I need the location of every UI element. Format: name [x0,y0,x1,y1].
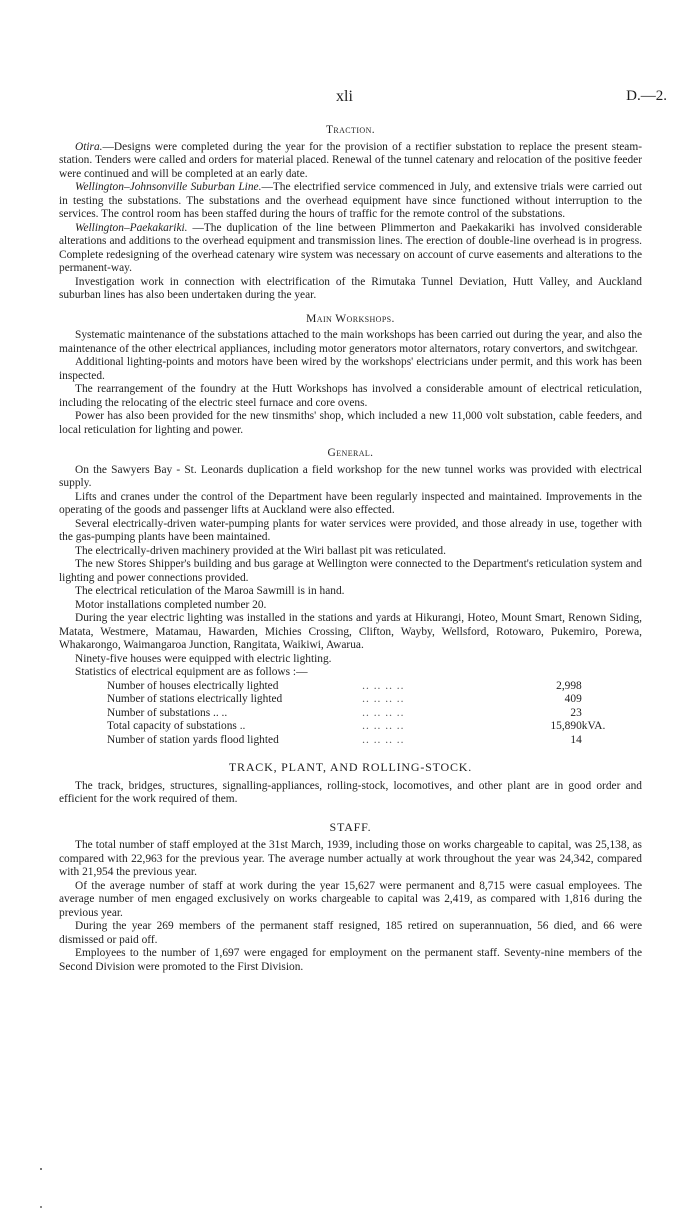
stat-label: Number of substations .. .. [107,706,228,719]
stat-value-cell [528,720,627,734]
stat-leader: .. .. .. .. [362,720,405,732]
table-row [107,734,627,748]
paragraph: Motor installations completed number 20. [75,598,267,611]
paragraph: Statistics of electrical equipment are as follows :— [75,666,308,678]
paragraph-text: —The duplication of the line between Plimmerton and Paekakariki has involved considerable alterations and additions to the overhead equipment and transmission lines. The erection of double-line overhead is in progress. Complete redesigning of the overhead catenary wire system was necessary on account of curve easements and alterations to the permanent-way. [59,221,642,274]
table-row [107,680,627,694]
stat-label: Total capacity of substations .. [107,720,246,732]
paragraph: The electrically-driven machinery provided at the Wiri ballast pit was reticulated. [75,544,446,557]
spacer [59,437,642,447]
stat-value: 409 [564,693,582,705]
paragraph: On the Sawyers Bay - St. Leonards duplication a field workshop for the new tunnel works was provided with electrical supply. [59,463,642,489]
stat-value: 23 [570,706,582,719]
paragraph: The rearrangement of the foundry at the Hutt Workshops has involved a considerable amount of electrical reticulation, including the relocating of the electric steel furnace and core ovens. [59,383,642,409]
section-heading-staff: STAFF. [329,819,372,834]
stat-value-cell [528,693,627,707]
paragraph: Lifts and cranes under the control of the Department have been regularly inspected and maintained. Improvements in the operating of the goods and passenger lifts at Auckland were also effected. [59,490,642,516]
stat-label: Number of houses electrically lighted [107,679,279,692]
stat-leader: .. .. .. .. [362,693,405,705]
section-heading-general: General. [327,447,374,459]
spacer [59,747,642,761]
statistics-table [107,680,627,748]
paragraph [59,276,642,303]
paragraph [59,141,642,182]
table-row [107,707,627,721]
table-row [107,693,627,707]
scan-speck [40,1168,42,1170]
paragraph: Of the average number of staff at work during the year 15,627 were permanent and 8,715 were casual employees. The average number of men engaged exclusively on works chargeable to capital was 2,419, as compared with 1,816 during the previous year. [59,879,642,919]
page-header [0,90,700,110]
stat-value: 15,890 [550,720,582,732]
section-heading-traction: Traction. [325,124,376,136]
stat-leader: .. .. .. .. [362,706,405,719]
paragraph [59,222,642,276]
paragraph-lead: Otira. [75,140,103,153]
page-number: xli [336,88,353,105]
stat-leader: .. .. .. .. [362,679,405,692]
paragraph-lead: Wellington–Paekakariki. [75,221,188,234]
stat-unit: kVA. [581,720,606,732]
stat-value: 2,998 [556,679,582,692]
paragraph: Power has also been provided for the new tinsmiths' shop, which included a new 11,000 volt substation, cable feeders, and local reticulation for lighting and power. [59,410,642,436]
stat-value-cell [528,707,627,721]
paragraph: The electrical reticulation of the Maroa Sawmill is in hand. [75,585,345,597]
spacer [59,807,642,821]
page-body [59,124,642,974]
spacer [59,303,642,313]
stat-label: Number of stations electrically lighted [107,693,283,705]
paragraph: During the year electric lighting was installed in the stations and yards at Hikurangi, Hoteo, Mount Smart, Renown Siding, Matata, Westmere, Matamau, Hawarden, Michies Crossing, Clifton, Wayby, Wellsford, Rotowaro, Pukemiro, Porewa, Whakarongo, Waimangaroa Junction, Rangitata, Waikiwi, Awarua. [59,612,642,651]
paragraph: The total number of staff employed at the 31st March, 1939, including those on works chargeable to capital, was 25,138, as compared with 22,963 for the previous year. The average number actually at work throughout the year was 24,342, compared with 21,954 the previous year. [59,839,642,878]
paragraph: Several electrically-driven water-pumping plants for water services were provided, and those already in use, together with the gas-pumping plants have been maintained. [59,517,642,543]
section-heading-track-plant: TRACK, PLANT, AND ROLLING-STOCK. [228,760,473,774]
stat-value-cell [528,734,627,748]
paragraph: The new Stores Shipper's building and bus garage at Wellington were connected to the Department's reticulation system and lighting and power connections provided. [59,558,642,584]
document-reference: D.—2. [626,88,667,104]
paragraph-text: —The electrified service commenced in July, and extensive trials were carried out in testing the substations. The substations and the overhead equipment have since functioned without interruption to the services. The control room has been staffed during the hours of traffic for the remote control of the substations. [59,181,642,220]
paragraph-lead: Wellington–Johnsonville Suburban Line. [75,181,262,193]
scan-speck [40,1206,42,1208]
paragraph: Ninety-five houses were equipped with electric lighting. [75,652,332,665]
paragraph [59,181,642,222]
stat-leader: .. .. .. .. [362,733,405,746]
paragraph: Additional lighting-points and motors have been wired by the workshops' electricians under permit, and this work has been inspected. [59,356,642,382]
paragraph: The track, bridges, structures, signalling-appliances, rolling-stock, locomotives, and other plant are in good order and efficient for the work required of them. [59,779,642,805]
paragraph: Employees to the number of 1,697 were engaged for employment on the permanent staff. Seventy-nine members of the Second Division were promoted to the First Division. [59,947,642,973]
stat-value-cell [528,680,627,694]
paragraph: Systematic maintenance of the substations attached to the main workshops has been carried out during the year, and also the maintenance of the other electrical appliances, including motor generators motor alternators, rotary convertors, and switchgear. [59,329,642,355]
paragraph-text: Investigation work in connection with electrification of the Rimutaka Tunnel Deviation, Hutt Valley, and Auckland suburban lines has also been undertaken during the year. [59,275,642,301]
table-row [107,720,627,734]
stat-label: Number of station yards flood lighted [107,733,279,746]
stat-value: 14 [570,733,582,746]
paragraph: During the year 269 members of the permanent staff resigned, 185 retired on superannuation, 56 died, and 66 were dismissed or paid off. [59,920,642,946]
paragraph-text: —Designs were completed during the year for the provision of a rectifier substation to replace the present steam-station. Tenders were called and orders for material placed. Renewal of the tunnel catenary and relocation of the positive feeder were continued and will be completed at an early date. [59,140,642,180]
section-heading-main-workshops: Main Workshops. [306,312,395,325]
